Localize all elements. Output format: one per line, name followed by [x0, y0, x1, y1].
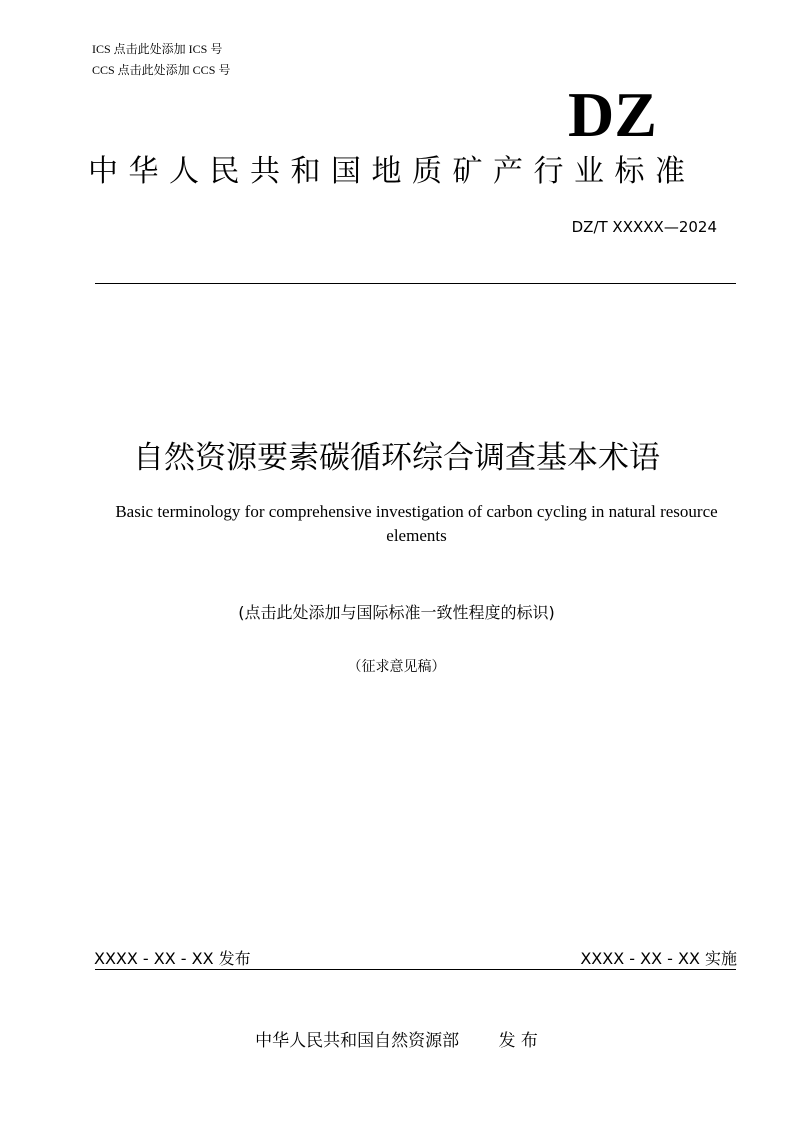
divider — [95, 283, 736, 284]
ics-number[interactable]: ICS 点击此处添加 ICS 号 — [92, 42, 223, 56]
title-en: Basic terminology for comprehensive investigation of carbon cycling in natural resource elements — [115, 502, 718, 545]
dz-logo: DZ — [568, 79, 657, 150]
standard-type: 中华人民共和国地质矿产行业标准 — [88, 154, 696, 189]
standard-code: DZ/T XXXXX—2024 — [571, 218, 717, 236]
consistency-mark[interactable]: (点击此处添加与国际标准一致性程度的标识) — [238, 603, 555, 622]
issue-date: XXXX - XX - XX 发布 — [94, 949, 251, 968]
implementation-date: XXXX - XX - XX 实施 — [580, 949, 737, 968]
divider — [95, 969, 736, 970]
publisher: 中华人民共和国自然资源部 发 布 — [255, 1031, 538, 1051]
ccs-number[interactable]: CCS 点击此处添加 CCS 号 — [92, 63, 231, 77]
draft-status: （征求意见稿） — [347, 659, 446, 675]
title-cn: 自然资源要素碳循环综合调查基本术语 — [133, 440, 660, 476]
